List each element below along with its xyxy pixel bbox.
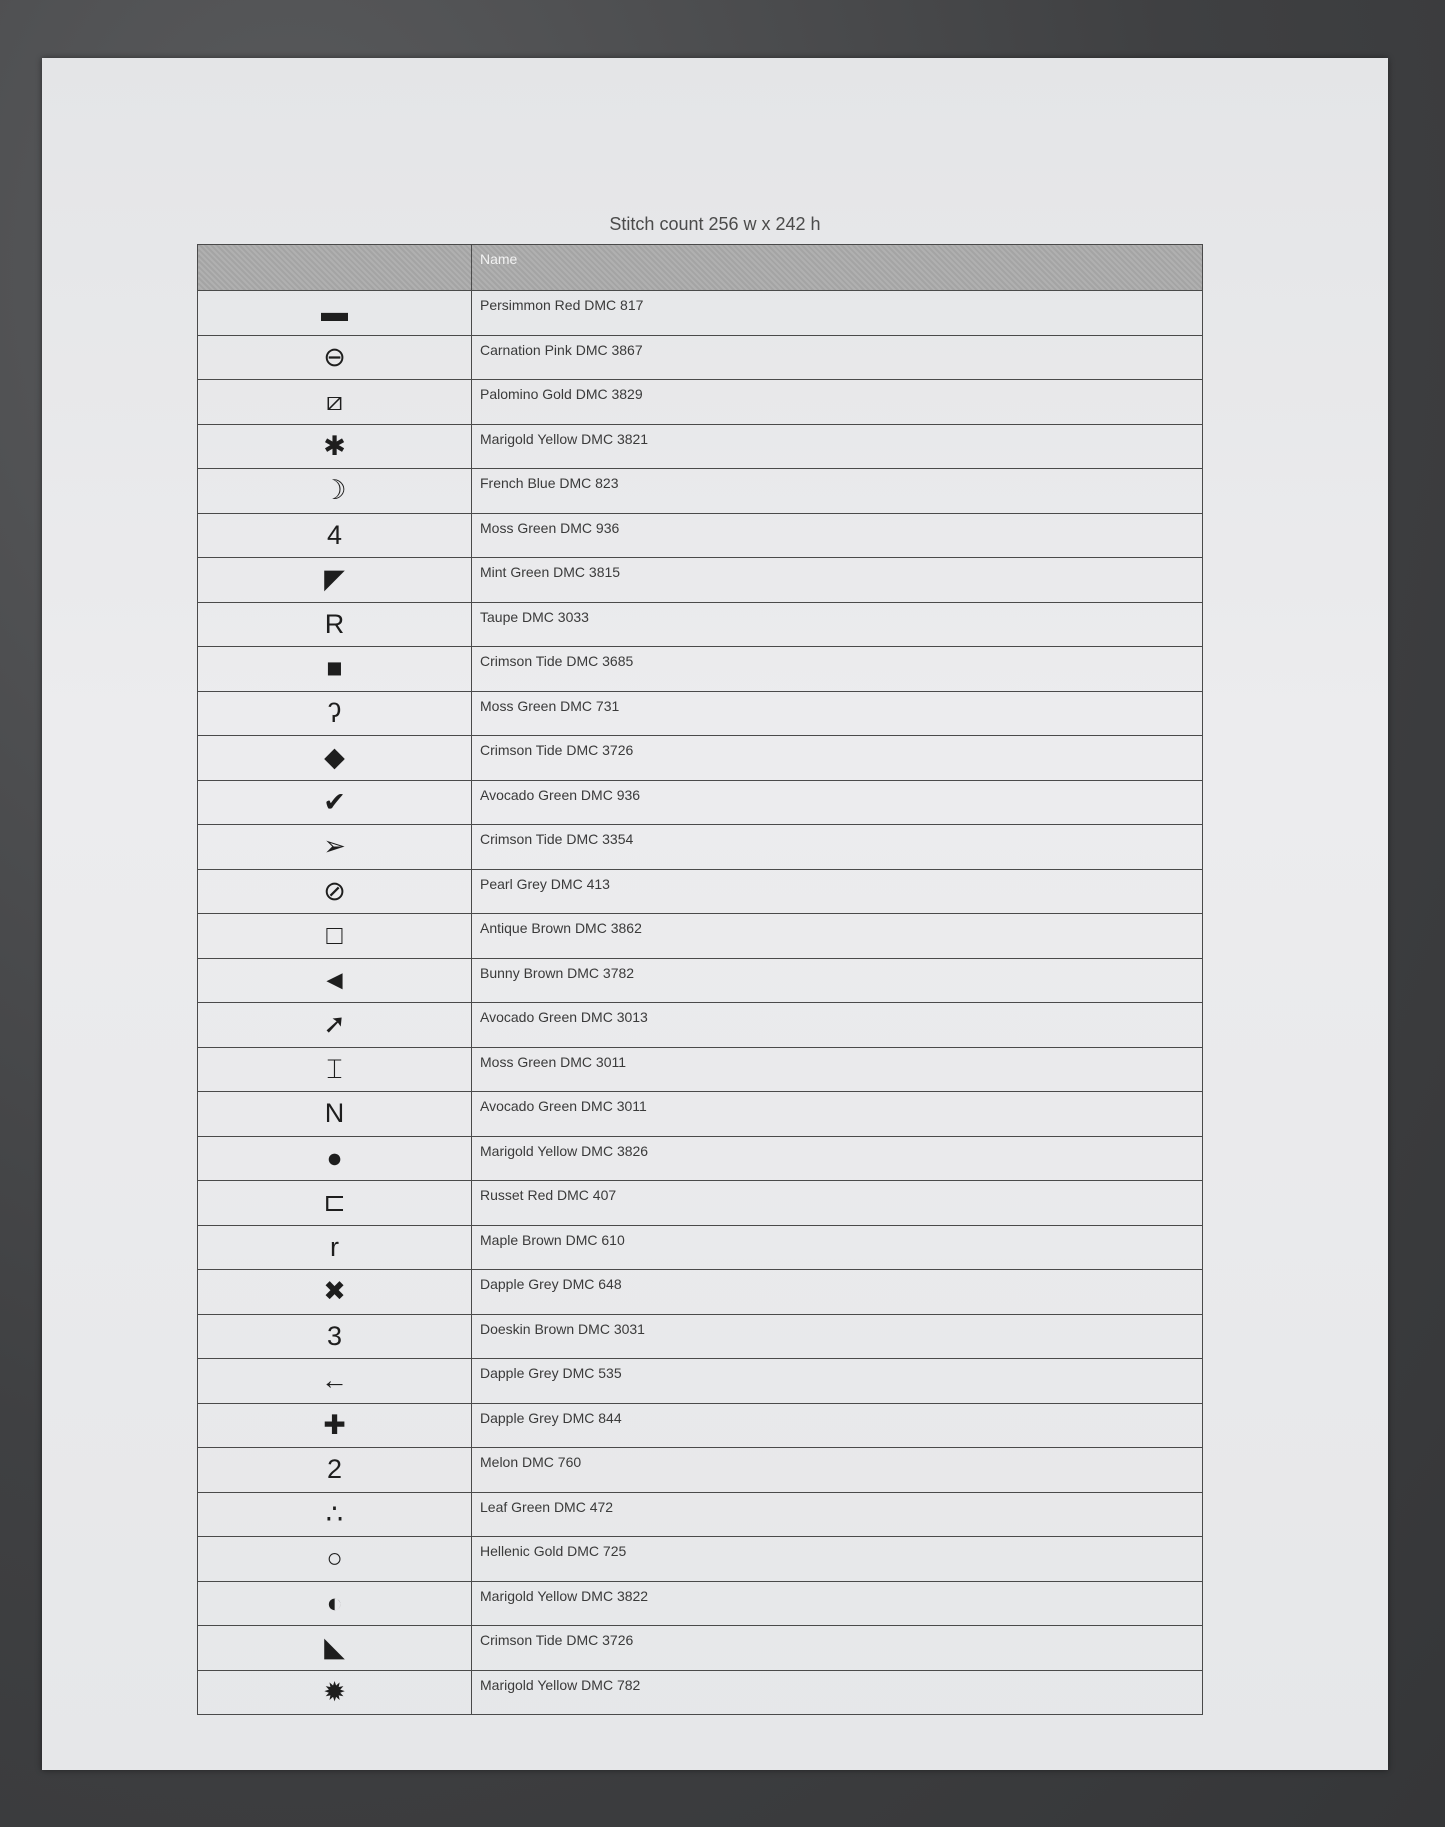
table-row	[198, 1314, 1203, 1359]
thread-name: Melon DMC 760	[472, 1448, 1203, 1493]
thread-name: Hellenic Gold DMC 725	[472, 1537, 1203, 1582]
table-row	[198, 780, 1203, 825]
table-body	[198, 291, 1203, 1715]
stitch-symbol-icon: ➚	[198, 1003, 472, 1048]
stitch-symbol-icon: ✖	[198, 1270, 472, 1315]
stitch-symbol-icon: ✹	[198, 1670, 472, 1715]
table-row	[198, 1492, 1203, 1537]
stitch-symbol-icon: r	[198, 1225, 472, 1270]
table-row	[198, 914, 1203, 959]
thread-name: Pearl Grey DMC 413	[472, 869, 1203, 914]
thread-name: Leaf Green DMC 472	[472, 1492, 1203, 1537]
table-row	[198, 736, 1203, 781]
stitch-symbol-icon: ◣	[198, 1626, 472, 1671]
thread-name: Mint Green DMC 3815	[472, 558, 1203, 603]
table-row	[198, 958, 1203, 1003]
thread-name: Crimson Tide DMC 3726	[472, 736, 1203, 781]
stitch-symbol-icon: R	[198, 602, 472, 647]
table-row	[198, 1537, 1203, 1582]
stitch-symbol-icon: ☽	[198, 469, 472, 514]
stitch-symbol-icon: ∴	[198, 1492, 472, 1537]
table-row	[198, 424, 1203, 469]
table-row	[198, 469, 1203, 514]
symbol-column-header	[198, 245, 472, 291]
stitch-symbol-icon: ✚	[198, 1403, 472, 1448]
page-title: Stitch count 256 w x 242 h	[609, 214, 821, 234]
table-header-row	[198, 245, 1203, 291]
table-row	[198, 1626, 1203, 1671]
stitch-symbol-icon: ◤	[198, 558, 472, 603]
table-row	[198, 1181, 1203, 1226]
stitch-symbol-icon: ➢	[198, 825, 472, 870]
table-row	[198, 291, 1203, 336]
stitch-symbol-icon: 3	[198, 1314, 472, 1359]
table-row	[198, 1225, 1203, 1270]
table-row	[198, 691, 1203, 736]
thread-name: Dapple Grey DMC 648	[472, 1270, 1203, 1315]
table-row	[198, 1003, 1203, 1048]
table-row	[198, 869, 1203, 914]
stitch-symbol-icon: ◆	[198, 736, 472, 781]
thread-name: Carnation Pink DMC 3867	[472, 335, 1203, 380]
thread-name: Persimmon Red DMC 817	[472, 291, 1203, 336]
stitch-symbol-icon: 4	[198, 513, 472, 558]
stitch-symbol-icon: ←	[198, 1359, 472, 1404]
thread-name: Crimson Tide DMC 3354	[472, 825, 1203, 870]
table-row	[198, 380, 1203, 425]
paper-sheet	[42, 58, 1388, 1770]
thread-name: Dapple Grey DMC 535	[472, 1359, 1203, 1404]
table-row	[198, 1448, 1203, 1493]
thread-name: Avocado Green DMC 3013	[472, 1003, 1203, 1048]
thread-name: French Blue DMC 823	[472, 469, 1203, 514]
thread-name: Maple Brown DMC 610	[472, 1225, 1203, 1270]
stitch-symbol-icon: ⌶	[198, 1047, 472, 1092]
thread-name: Crimson Tide DMC 3685	[472, 647, 1203, 692]
stitch-symbol-icon: ■	[198, 647, 472, 692]
table-row	[198, 1136, 1203, 1181]
table-row	[198, 1581, 1203, 1626]
table-row	[198, 1670, 1203, 1715]
table-row	[198, 513, 1203, 558]
thread-name: Crimson Tide DMC 3726	[472, 1626, 1203, 1671]
stitch-symbol-icon: N	[198, 1092, 472, 1137]
color-key-table	[197, 244, 1203, 1715]
thread-name: Moss Green DMC 936	[472, 513, 1203, 558]
stitch-symbol-icon: ✔	[198, 780, 472, 825]
table-row	[198, 1359, 1203, 1404]
table-row	[198, 1047, 1203, 1092]
stitch-symbol-icon: ◐	[198, 1581, 472, 1626]
thread-name: Bunny Brown DMC 3782	[472, 958, 1203, 1003]
table-row	[198, 1403, 1203, 1448]
stitch-symbol-icon: ●	[198, 1136, 472, 1181]
thread-name: Palomino Gold DMC 3829	[472, 380, 1203, 425]
thread-name: Moss Green DMC 3011	[472, 1047, 1203, 1092]
table-row	[198, 1092, 1203, 1137]
stitch-symbol-icon: ⊏	[198, 1181, 472, 1226]
table-row	[198, 647, 1203, 692]
name-column-header: Name	[472, 245, 1203, 291]
thread-name: Dapple Grey DMC 844	[472, 1403, 1203, 1448]
thread-name: Marigold Yellow DMC 3821	[472, 424, 1203, 469]
stitch-symbol-icon: ✱	[198, 424, 472, 469]
thread-name: Marigold Yellow DMC 3826	[472, 1136, 1203, 1181]
table-row	[198, 335, 1203, 380]
thread-name: Taupe DMC 3033	[472, 602, 1203, 647]
stitch-symbol-icon: ▬	[198, 291, 472, 336]
stitch-symbol-icon: ⊖	[198, 335, 472, 380]
stitch-symbol-icon: ⊘	[198, 869, 472, 914]
thread-name: Marigold Yellow DMC 782	[472, 1670, 1203, 1715]
stitch-symbol-icon: ʔ	[198, 691, 472, 736]
table-row	[198, 1270, 1203, 1315]
thread-name: Doeskin Brown DMC 3031	[472, 1314, 1203, 1359]
stitch-symbol-icon: ⧄	[198, 380, 472, 425]
table-row	[198, 825, 1203, 870]
thread-name: Avocado Green DMC 3011	[472, 1092, 1203, 1137]
stitch-symbol-icon: 2	[198, 1448, 472, 1493]
table-row	[198, 602, 1203, 647]
table-row	[198, 558, 1203, 603]
thread-name: Antique Brown DMC 3862	[472, 914, 1203, 959]
thread-name: Moss Green DMC 731	[472, 691, 1203, 736]
thread-name: Russet Red DMC 407	[472, 1181, 1203, 1226]
stitch-symbol-icon: □	[198, 914, 472, 959]
thread-name: Marigold Yellow DMC 3822	[472, 1581, 1203, 1626]
stitch-symbol-icon: ○	[198, 1537, 472, 1582]
stitch-symbol-icon: ◄	[198, 958, 472, 1003]
thread-name: Avocado Green DMC 936	[472, 780, 1203, 825]
